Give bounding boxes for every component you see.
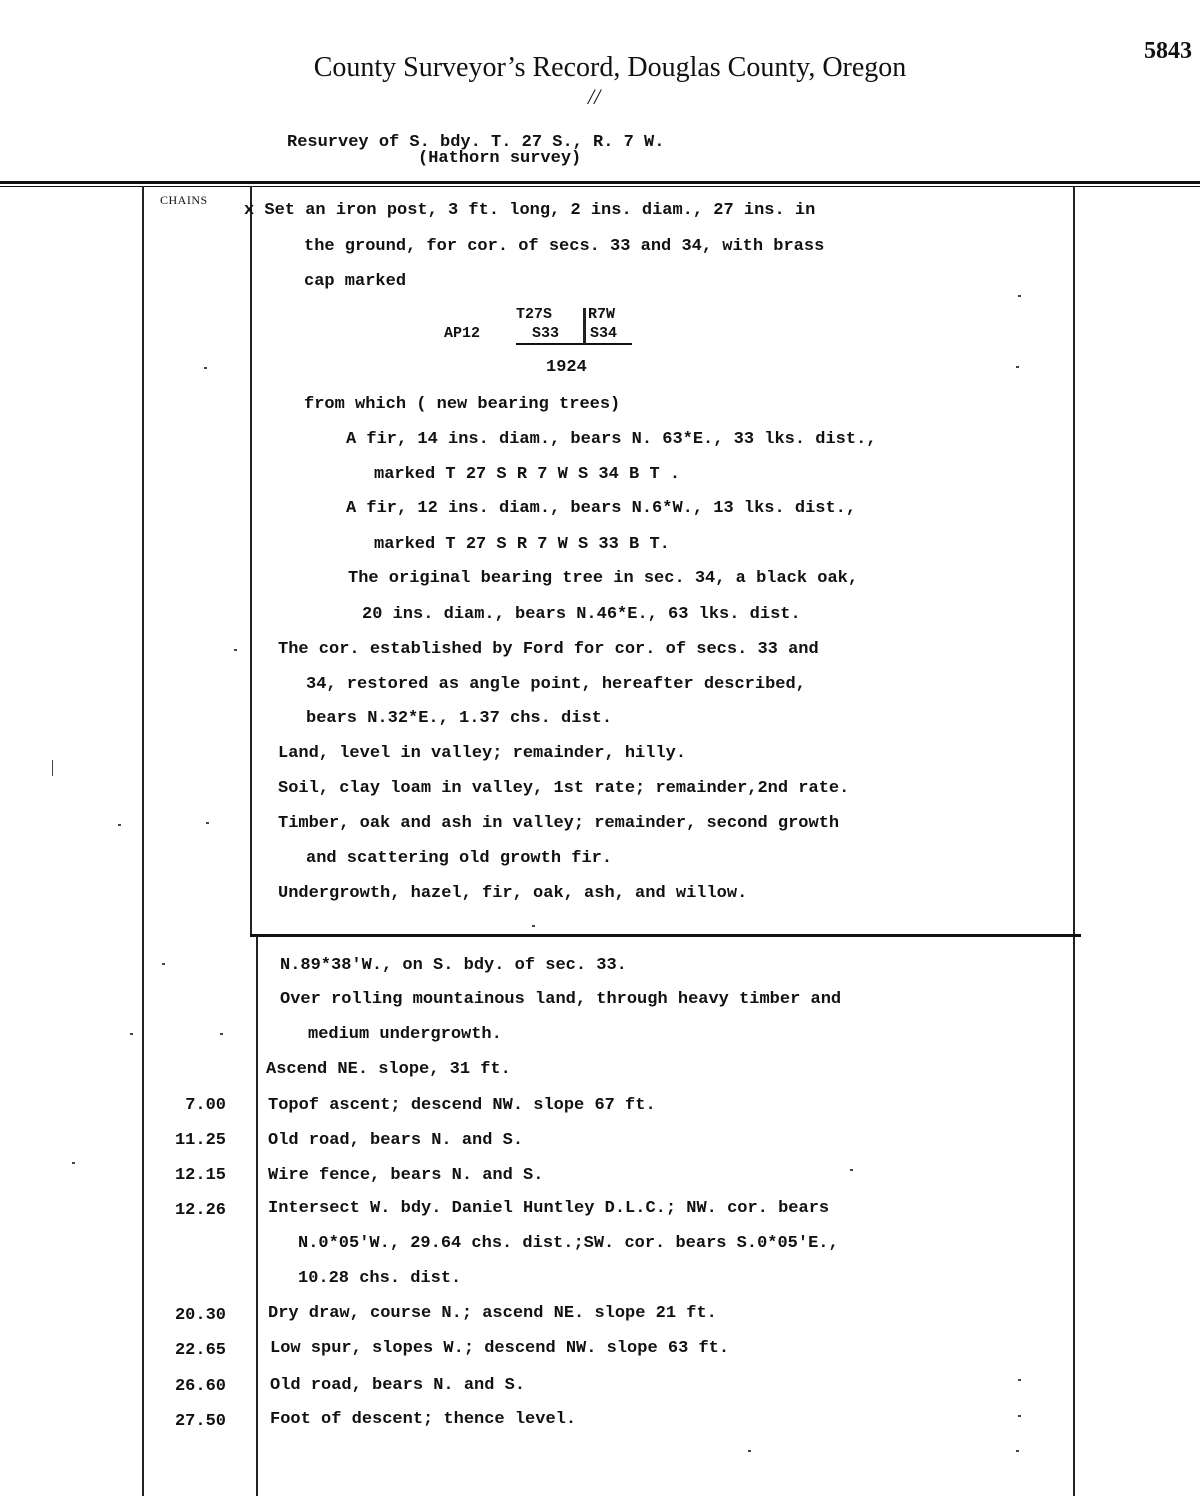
right-margin-rule	[1073, 186, 1075, 1496]
cap-mark-township: T27S	[516, 306, 553, 323]
chains-value: 12.15	[174, 1166, 226, 1185]
scan-speck	[1018, 1415, 1021, 1417]
scan-speck	[72, 1162, 75, 1164]
chains-column-rule-lower	[256, 936, 258, 1496]
note-line: 20 ins. diam., bears N.46*E., 63 lks. dist.	[362, 605, 801, 624]
page-number: 5843	[1144, 38, 1192, 64]
scan-speck	[130, 1033, 133, 1035]
cap-mark-prefix: AP12	[444, 325, 481, 342]
record-heading: Resurvey of S. bdy. T. 27 S., R. 7 W.	[287, 133, 665, 152]
entry-text: Dry draw, course N.; ascend NE. slope 21 ft.	[268, 1304, 717, 1323]
note-line: Soil, clay loam in valley, 1st rate; remainder,2nd rate.	[278, 779, 850, 798]
entry-text: Low spur, slopes W.; descend NW. slope 63 ft.	[270, 1339, 730, 1358]
entry-text: Old road, bears N. and S.	[268, 1131, 524, 1150]
note-line: from which ( new bearing trees)	[304, 395, 621, 414]
scan-speck	[204, 367, 207, 369]
left-margin-rule	[142, 186, 144, 1496]
note-line: The cor. established by Ford for cor. of secs. 33 and	[278, 640, 819, 659]
scan-speck	[1018, 1379, 1021, 1381]
page-sub-mark: //	[588, 84, 601, 109]
chains-column-header: CHAINS	[160, 193, 208, 207]
note-line: medium undergrowth.	[308, 1025, 502, 1044]
header-rule-thin	[0, 186, 1200, 187]
cap-mark-underline	[516, 343, 632, 345]
chains-value: 22.65	[174, 1341, 226, 1360]
entry-text: Intersect W. bdy. Daniel Huntley D.L.C.; NW. cor. bears	[268, 1199, 830, 1218]
note-line: bears N.32*E., 1.37 chs. dist.	[306, 709, 613, 728]
scan-speck	[234, 649, 237, 651]
cap-mark-range: R7W	[588, 306, 616, 323]
chains-value: 26.60	[174, 1377, 226, 1396]
scan-speck	[532, 925, 535, 927]
note-line: Land, level in valley; remainder, hilly.	[278, 744, 687, 763]
note-line: cap marked	[304, 272, 407, 291]
note-line: marked T 27 S R 7 W S 34 B T .	[374, 465, 681, 484]
scan-speck	[206, 822, 209, 824]
scan-speck	[1016, 366, 1019, 368]
page-title: County Surveyor’s Record, Douglas County, Oregon	[313, 52, 907, 83]
entry-text: N.0*05'W., 29.64 chs. dist.;SW. cor. bears S.0*05'E.,	[298, 1234, 839, 1253]
entry-text: Wire fence, bears N. and S.	[268, 1166, 544, 1185]
note-line: The original bearing tree in sec. 34, a black oak,	[348, 569, 859, 588]
cap-mark-section-left: S33	[532, 325, 560, 342]
course-line: N.89*38'W., on S. bdy. of sec. 33.	[280, 956, 627, 975]
scan-speck	[118, 824, 121, 826]
section-divider	[250, 934, 1081, 937]
note-line: 34, restored as angle point, hereafter described,	[306, 675, 806, 694]
chains-column-rule	[250, 186, 252, 936]
chains-value: 27.50	[174, 1412, 226, 1431]
note-line: x Set an iron post, 3 ft. long, 2 ins. diam., 27 ins. in	[244, 201, 816, 220]
chains-value: 7.00	[185, 1096, 226, 1115]
scan-speck	[220, 1033, 223, 1035]
note-line: the ground, for cor. of secs. 33 and 34, with brass	[304, 237, 825, 256]
entry-text: Old road, bears N. and S.	[270, 1376, 526, 1395]
cap-mark-section-right: S34	[590, 325, 618, 342]
scan-speck	[748, 1450, 751, 1452]
note-line: Timber, oak and ash in valley; remainder, second growth	[278, 814, 840, 833]
chains-value: 20.30	[174, 1306, 226, 1325]
entry-text: Topof ascent; descend NW. slope 67 ft.	[268, 1096, 656, 1115]
note-line: A fir, 14 ins. diam., bears N. 63*E., 33 lks. dist.,	[346, 430, 877, 449]
entry-text: 10.28 chs. dist.	[298, 1269, 462, 1288]
note-line: marked T 27 S R 7 W S 33 B T.	[374, 535, 670, 554]
chains-value: 11.25	[174, 1131, 226, 1150]
note-line: Undergrowth, hazel, fir, oak, ash, and willow.	[278, 884, 748, 903]
note-line: and scattering old growth fir.	[306, 849, 613, 868]
scan-speck	[1016, 1450, 1019, 1452]
scan-speck	[52, 760, 53, 776]
entry-text: Foot of descent; thence level.	[270, 1410, 577, 1429]
scan-speck	[162, 963, 165, 965]
cap-mark-year: 1924	[546, 358, 587, 377]
header-rule	[0, 181, 1200, 184]
record-subheading: (Hathorn survey)	[418, 149, 582, 168]
cap-mark-divider	[583, 308, 586, 344]
chains-value: 12.26	[174, 1201, 226, 1220]
note-line: Over rolling mountainous land, through heavy timber and	[280, 990, 842, 1009]
note-line: Ascend NE. slope, 31 ft.	[266, 1060, 511, 1079]
scan-speck	[850, 1169, 853, 1171]
note-line: A fir, 12 ins. diam., bears N.6*W., 13 lks. dist.,	[346, 499, 857, 518]
scan-speck	[1018, 295, 1021, 297]
